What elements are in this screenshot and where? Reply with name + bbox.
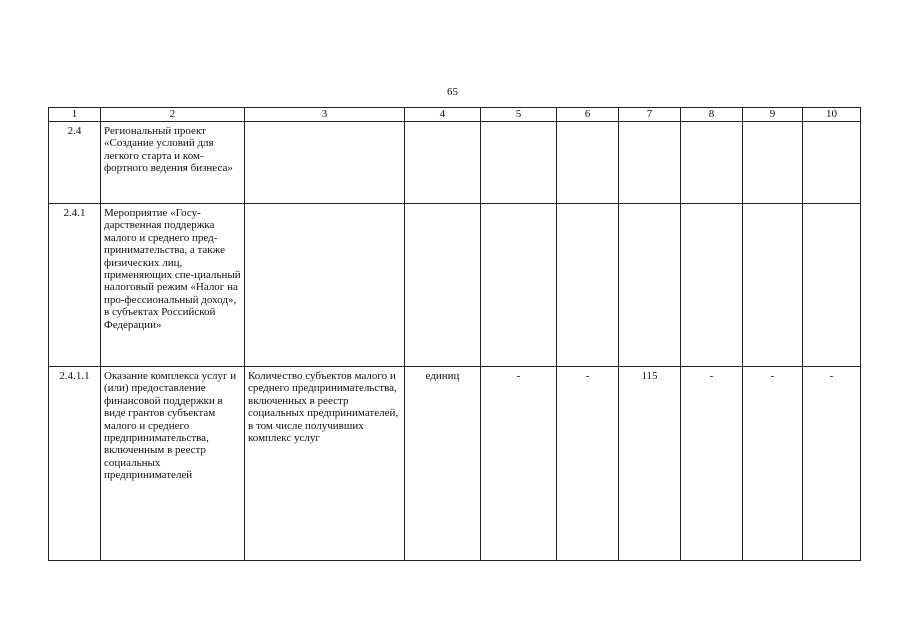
data-table xyxy=(48,107,861,561)
event-name: Региональный проект «Создание условий для легкого старта и ком-фортного ведения бизнеса» xyxy=(101,122,245,204)
header-row xyxy=(49,108,861,122)
indicator-name xyxy=(245,204,405,367)
column-header: 5 xyxy=(481,108,557,122)
value-cell xyxy=(557,204,619,367)
value-cell xyxy=(619,122,681,204)
column-header: 1 xyxy=(49,108,101,122)
column-header: 3 xyxy=(245,108,405,122)
value-cell xyxy=(681,204,743,367)
table-row xyxy=(49,204,861,367)
value-cell xyxy=(557,122,619,204)
table-row xyxy=(49,367,861,561)
value-cell: - xyxy=(743,367,803,561)
value-cell xyxy=(481,122,557,204)
column-header: 4 xyxy=(405,108,481,122)
unit xyxy=(405,204,481,367)
row-number: 2.4.1.1 xyxy=(49,367,101,561)
indicator-name: Количество субъектов малого и среднего предпринимательства, включенных в реестр социальных предпринимателей, в том числе получивших комплекс услуг xyxy=(245,367,405,561)
event-name: Оказание комплекса услуг и (или) предоставление финансовой поддержки в виде грантов субъектам малого и среднего предпринимательства, включенным в реестр социальных предпринимателей xyxy=(101,367,245,561)
value-cell xyxy=(803,204,861,367)
row-number: 2.4 xyxy=(49,122,101,204)
column-header: 10 xyxy=(803,108,861,122)
column-header: 7 xyxy=(619,108,681,122)
page-number: 65 xyxy=(447,86,458,98)
value-cell xyxy=(743,122,803,204)
column-header: 6 xyxy=(557,108,619,122)
indicator-name xyxy=(245,122,405,204)
column-header: 2 xyxy=(101,108,245,122)
table-row xyxy=(49,122,861,204)
value-cell xyxy=(803,122,861,204)
column-header: 9 xyxy=(743,108,803,122)
value-cell: - xyxy=(481,367,557,561)
value-cell: - xyxy=(803,367,861,561)
value-cell: - xyxy=(557,367,619,561)
value-cell xyxy=(681,122,743,204)
value-cell: - xyxy=(681,367,743,561)
unit: единиц xyxy=(405,367,481,561)
column-header: 8 xyxy=(681,108,743,122)
value-cell xyxy=(481,204,557,367)
unit xyxy=(405,122,481,204)
row-number: 2.4.1 xyxy=(49,204,101,367)
value-cell xyxy=(619,204,681,367)
value-cell xyxy=(743,204,803,367)
event-name: Мероприятие «Госу-дарственная поддержка малого и среднего пред-принимательства, а также физических лиц, применяющих спе-циальный налоговый режим «Налог на про-фессиональный доход», в субъектах Российской Федерации» xyxy=(101,204,245,367)
value-cell: 115 xyxy=(619,367,681,561)
